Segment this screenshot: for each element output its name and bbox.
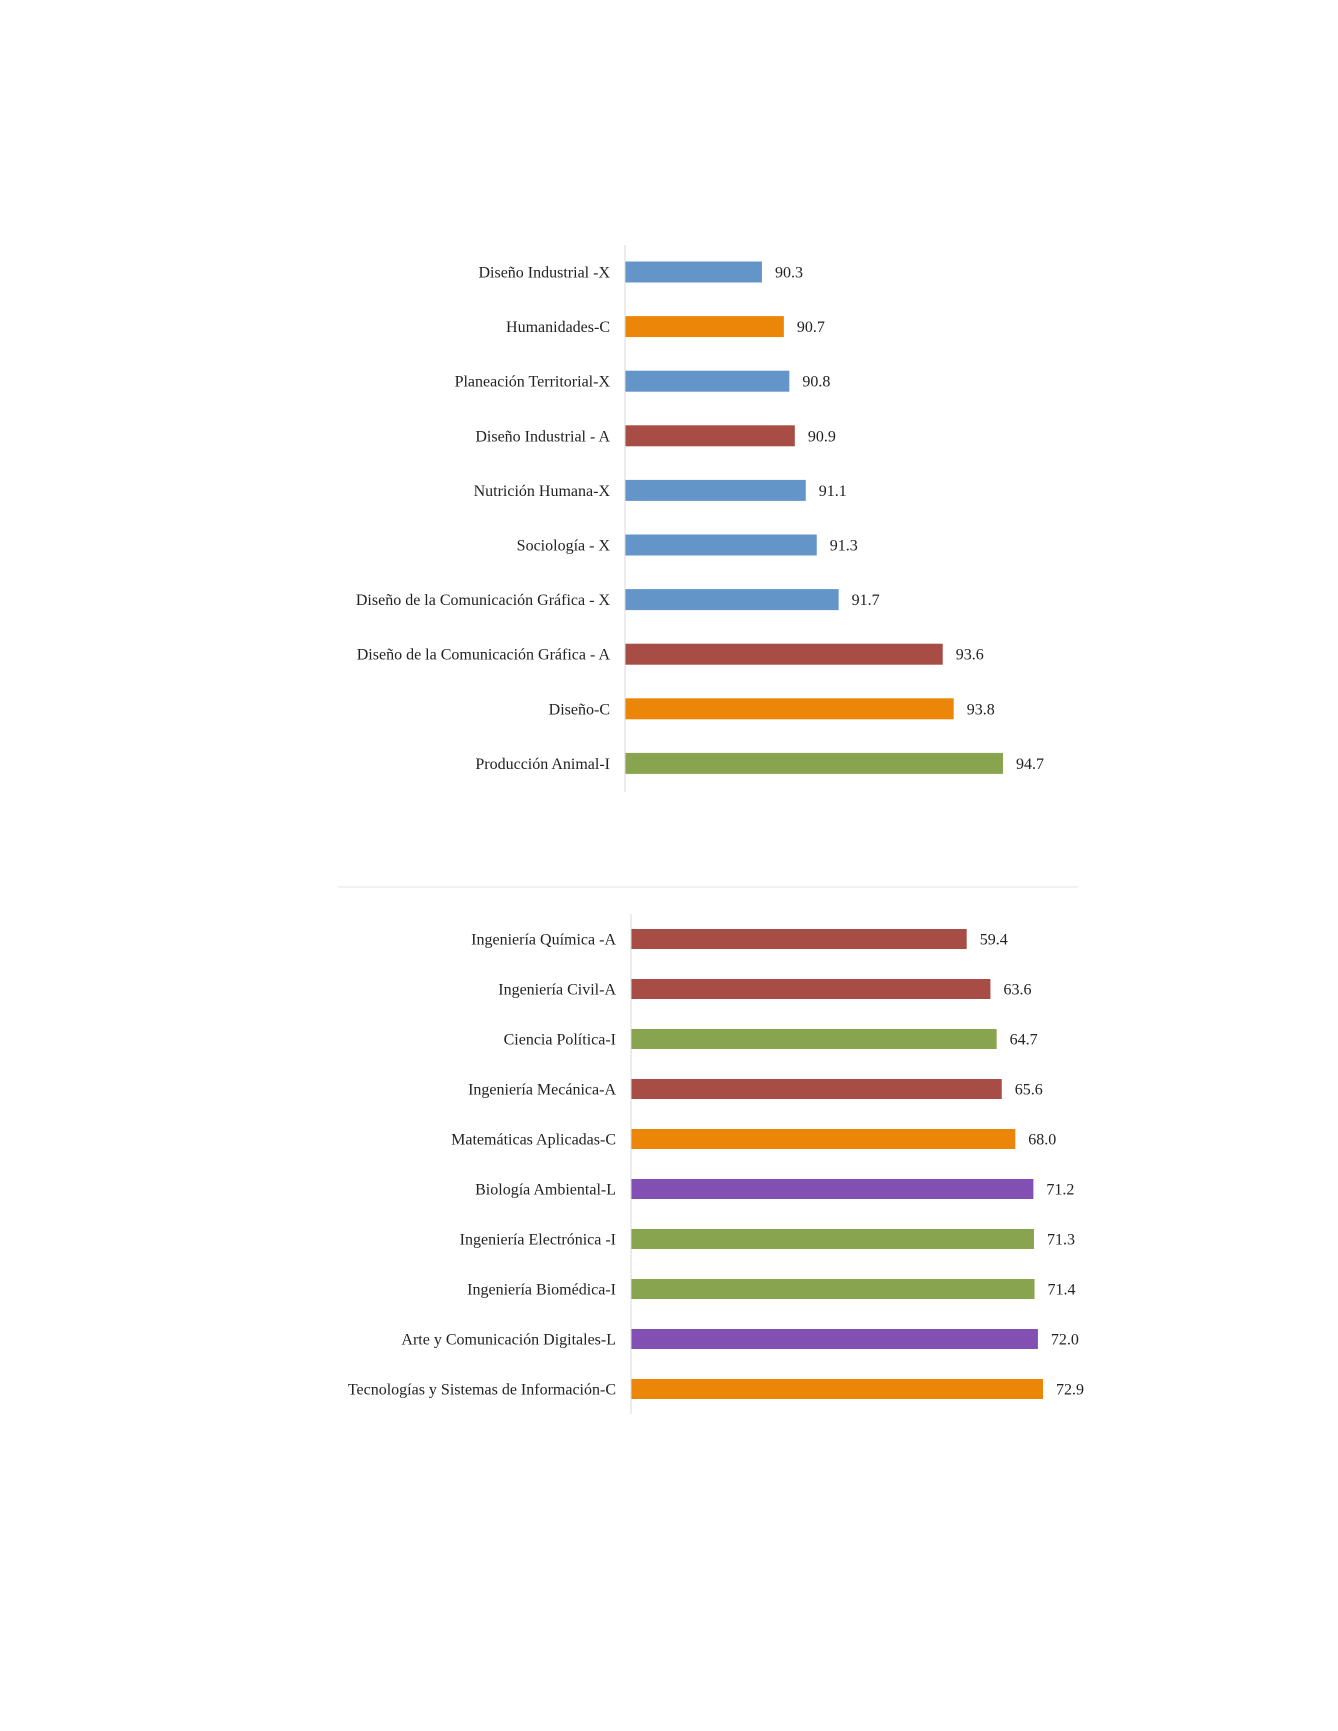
bar xyxy=(626,480,806,501)
bar xyxy=(626,535,817,556)
data-label: 65.6 xyxy=(1014,1081,1043,1099)
category-label: Ingeniería Mecánica-A xyxy=(468,1081,616,1099)
bar xyxy=(626,698,954,719)
data-label: 90.9 xyxy=(807,428,836,446)
data-label: 71.3 xyxy=(1046,1231,1075,1249)
category-label: Arte y Comunicación Digitales-L xyxy=(401,1331,616,1349)
category-label: Ingeniería Electrónica -I xyxy=(459,1231,616,1249)
bar xyxy=(632,1179,1034,1199)
category-label: Diseño Industrial - A xyxy=(475,428,610,446)
category-label: Ingeniería Civil-A xyxy=(498,981,616,999)
bar xyxy=(626,316,784,337)
top-bar-chart xyxy=(356,245,1044,792)
category-label: Ingeniería Biomédica-I xyxy=(467,1281,616,1299)
data-label: 68.0 xyxy=(1028,1131,1057,1149)
category-label: Planeación Territorial-X xyxy=(454,373,610,391)
category-label: Nutrición Humana-X xyxy=(473,482,610,500)
data-label: 64.7 xyxy=(1009,1031,1038,1049)
bar xyxy=(632,1129,1016,1149)
category-label: Tecnologías y Sistemas de Información-C xyxy=(347,1381,616,1399)
bar xyxy=(632,929,967,949)
bar xyxy=(632,979,991,999)
bar xyxy=(632,1029,997,1049)
data-label: 59.4 xyxy=(979,931,1008,949)
category-label: Matemáticas Aplicadas-C xyxy=(451,1131,616,1149)
bar xyxy=(632,1379,1044,1399)
category-label: Humanidades-C xyxy=(506,319,610,337)
data-label: 93.6 xyxy=(955,646,984,664)
bar xyxy=(626,425,795,446)
category-label: Diseño Industrial -X xyxy=(478,264,610,282)
bar xyxy=(632,1229,1034,1249)
bar xyxy=(632,1079,1002,1099)
data-label: 90.8 xyxy=(802,373,831,391)
data-label: 63.6 xyxy=(1003,981,1032,999)
bar xyxy=(626,589,839,610)
category-label: Diseño de la Comunicación Gráfica - X xyxy=(355,592,610,610)
category-label: Ciencia Política-I xyxy=(503,1031,616,1049)
data-label: 71.2 xyxy=(1046,1181,1075,1199)
data-label: 93.8 xyxy=(966,701,995,719)
data-label: 71.4 xyxy=(1047,1281,1076,1299)
bar xyxy=(626,371,790,392)
data-label: 91.3 xyxy=(829,537,858,555)
category-label: Biología Ambiental-L xyxy=(475,1181,616,1199)
category-label: Ingeniería Química -A xyxy=(471,931,616,949)
data-label: 94.7 xyxy=(1016,755,1044,773)
data-label: 91.1 xyxy=(818,482,847,500)
bar xyxy=(626,753,1004,774)
bar xyxy=(632,1329,1038,1349)
bar xyxy=(632,1279,1035,1299)
category-label: Producción Animal-I xyxy=(475,755,610,773)
category-label: Sociología - X xyxy=(516,537,610,555)
data-label: 90.7 xyxy=(796,319,825,337)
category-label: Diseño de la Comunicación Gráfica - A xyxy=(356,646,610,664)
bar xyxy=(626,644,943,665)
category-label: Diseño-C xyxy=(548,701,610,719)
bar xyxy=(626,262,762,283)
bottom-bar-chart xyxy=(348,914,1084,1414)
data-label: 72.9 xyxy=(1056,1381,1084,1399)
data-label: 72.0 xyxy=(1050,1331,1079,1349)
data-label: 91.7 xyxy=(851,592,880,610)
data-label: 90.3 xyxy=(774,264,803,282)
